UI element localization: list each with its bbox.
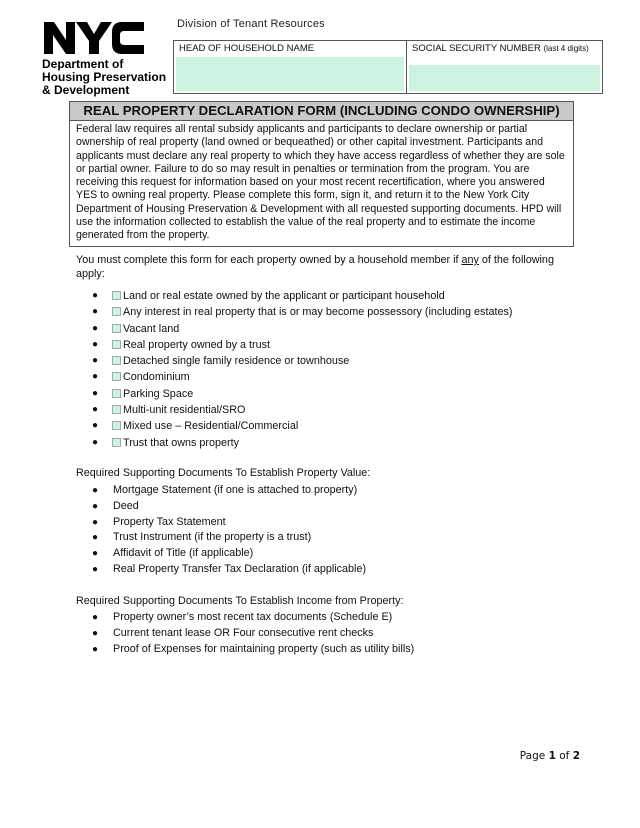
checkbox-icon[interactable]: [112, 438, 121, 447]
checkbox-icon[interactable]: [112, 389, 121, 398]
form-title: REAL PROPERTY DECLARATION FORM (INCLUDING CONDO OWNERSHIP): [70, 102, 573, 121]
department-name: [42, 58, 168, 97]
value-doc-item: [92, 562, 366, 578]
checkbox-icon[interactable]: [112, 291, 121, 300]
head-of-household-input[interactable]: [176, 57, 404, 91]
property-type-item: [92, 321, 512, 337]
intro-text: Federal law requires all rental subsidy applicants and participants to declare ownership or partial ownership of real property (land owned or bequeathed) or other capital investment. Participants and applicants must declare any real property to which they have access regardless of whether they are sole or partial owner. Failure to do so may result in penalties or termination from the program. You are receiving this request for information based on your most recent recertification, where you answered YES to owning real property. Please complete this form, sign it, and return it to the New York City Department of Housing Preservation & Development with all requested supporting documents. HPD will use the information collected to establish the value of the real property and to estimate the income generated from the property.: [76, 123, 565, 242]
checkbox-icon[interactable]: [112, 372, 121, 381]
property-type-label: Condominium: [123, 371, 190, 384]
property-type-item: [92, 369, 512, 385]
bullet-icon: ●: [92, 436, 99, 448]
instructions-text: [76, 253, 576, 281]
ssn-label-wrap: [407, 41, 602, 58]
current-page: 1: [548, 750, 556, 762]
bullet-icon: ●: [92, 643, 99, 655]
value-doc-label: Affidavit of Title (if applicable): [113, 547, 254, 560]
bullet-icon: ●: [92, 563, 99, 575]
household-info-table: [173, 40, 603, 94]
income-doc-item: [92, 642, 414, 658]
property-type-label: Vacant land: [123, 322, 180, 335]
income-doc-label: Proof of Expenses for maintaining property (such as utility bills): [113, 642, 415, 655]
checkbox-icon[interactable]: [112, 340, 121, 349]
head-of-household-label: HEAD OF HOUSEHOLD NAME: [179, 43, 315, 54]
total-pages: 2: [572, 750, 580, 762]
ssn-input[interactable]: [409, 65, 600, 91]
value-docs-list: [92, 483, 366, 578]
property-type-label: Any interest in real property that is or may become possessory (including estates): [123, 306, 513, 319]
value-doc-label: Mortgage Statement (if one is attached to property): [113, 484, 358, 496]
checkbox-icon[interactable]: [112, 421, 121, 430]
income-doc-item: [92, 626, 414, 642]
bullet-icon: ●: [92, 627, 99, 639]
checkbox-icon[interactable]: [112, 324, 121, 333]
property-type-label: Real property owned by a trust: [123, 338, 271, 351]
property-type-item: [92, 288, 512, 304]
property-type-item: [92, 304, 512, 320]
bullet-icon: ●: [92, 516, 99, 528]
bullet-icon: ●: [92, 404, 99, 416]
property-type-label: Multi-unit residential/SRO: [123, 404, 246, 417]
property-type-item: [92, 418, 512, 434]
page-number: [520, 750, 580, 762]
bullet-icon: ●: [92, 355, 99, 367]
value-doc-item: [92, 530, 366, 546]
checkbox-icon[interactable]: [112, 307, 121, 316]
page-word: Page: [519, 750, 546, 762]
head-of-household-cell: [174, 41, 407, 93]
checkbox-icon[interactable]: [112, 405, 121, 414]
value-doc-item: [92, 515, 366, 531]
bullet-icon: ●: [92, 500, 99, 512]
property-type-label: Parking Space: [123, 387, 194, 400]
property-type-label: Mixed use – Residential/Commercial: [123, 420, 299, 433]
property-type-item: [92, 353, 512, 369]
declaration-box: [69, 101, 574, 247]
of-word: of: [559, 750, 570, 762]
bullet-icon: ●: [92, 290, 99, 301]
bullet-icon: ●: [92, 420, 99, 432]
nyc-logo-icon: [42, 20, 146, 56]
value-doc-label: Deed: [113, 499, 139, 512]
instructions-emphasis: any: [461, 254, 479, 266]
income-doc-item: [92, 610, 414, 626]
bullet-icon: ●: [92, 532, 99, 544]
bullet-icon: ●: [92, 338, 99, 350]
property-type-label: Trust that owns property: [123, 436, 240, 449]
property-type-label: Land or real estate owned by the applicant or participant household: [123, 290, 445, 302]
income-doc-label: Property owner’s most recent tax documents (Schedule E): [113, 611, 393, 623]
bullet-icon: ●: [92, 387, 99, 399]
bullet-icon: ●: [92, 485, 99, 496]
property-type-item: [92, 435, 512, 451]
property-type-item: [92, 386, 512, 402]
property-type-item: [92, 337, 512, 353]
bullet-icon: ●: [92, 612, 99, 623]
department-line: Department of: [42, 57, 124, 71]
property-type-item: [92, 402, 512, 418]
checkbox-icon[interactable]: [112, 356, 121, 365]
department-line: Housing Preservation: [42, 70, 167, 84]
income-docs-list: [92, 610, 414, 657]
value-doc-item: [92, 499, 366, 515]
ssn-label: SOCIAL SECURITY NUMBER: [412, 43, 541, 54]
property-type-label: Detached single family residence or townhouse: [123, 355, 350, 368]
property-type-list: [92, 288, 512, 451]
instructions-before: You must complete this form for each property owned by a household member if: [76, 254, 462, 266]
bullet-icon: ●: [92, 306, 99, 318]
division-name: Division of Tenant Resources: [177, 18, 325, 30]
value-doc-label: Real Property Transfer Tax Declaration (if applicable): [113, 562, 367, 575]
instructions-after: of the following apply:: [76, 254, 554, 280]
value-doc-item: [92, 546, 366, 562]
value-docs-heading: Required Supporting Documents To Establish Property Value:: [76, 467, 371, 479]
bullet-icon: ●: [92, 371, 99, 383]
bullet-icon: ●: [92, 322, 99, 334]
income-docs-heading: Required Supporting Documents To Establish Income from Property:: [76, 595, 404, 607]
value-doc-item: [92, 483, 366, 499]
value-doc-label: Property Tax Statement: [113, 515, 226, 528]
department-line: & Development: [42, 83, 130, 97]
nyc-hpd-logo: [42, 20, 168, 97]
ssn-hint: (last 4 digits): [543, 44, 589, 53]
ssn-cell: [407, 41, 602, 93]
value-doc-label: Trust Instrument (if the property is a trust): [113, 531, 312, 544]
income-doc-label: Current tenant lease OR Four consecutive rent checks: [113, 626, 374, 639]
bullet-icon: ●: [92, 548, 99, 560]
